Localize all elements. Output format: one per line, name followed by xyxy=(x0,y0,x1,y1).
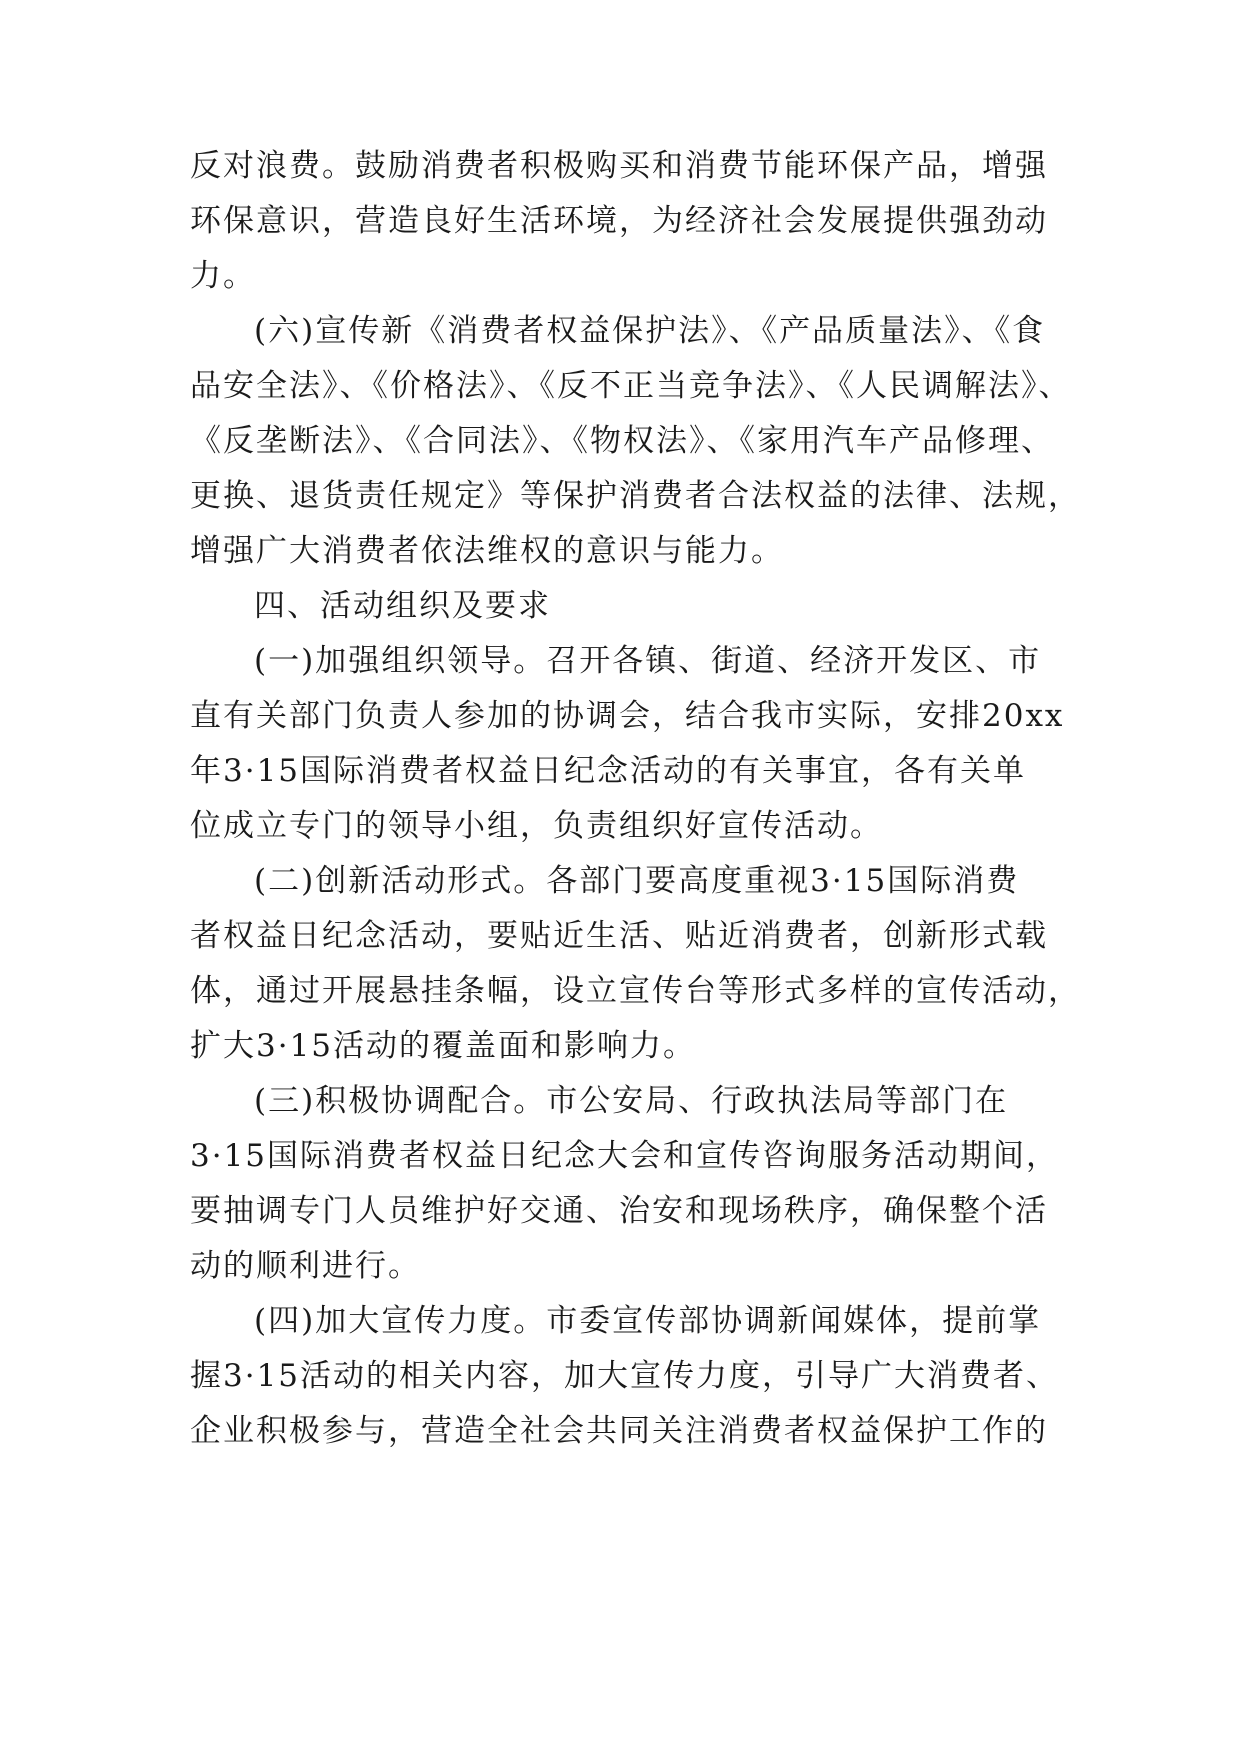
text-line: 要抽调专门人员维护好交通、治安和现场秩序，确保整个活 xyxy=(190,1193,1048,1229)
paragraph-start: (三)积极协调配合。市公安局、行政执法局等部门在 xyxy=(254,1083,1009,1119)
text-line: 3·15国际消费者权益日纪念大会和宣传咨询服务活动期间， xyxy=(190,1138,1060,1174)
text-line: 握3·15活动的相关内容，加大宣传力度，引导广大消费者、 xyxy=(190,1358,1060,1394)
text-line: 年3·15国际消费者权益日纪念活动的有关事宜，各有关单 xyxy=(190,753,1027,789)
text-line: 反对浪费。鼓励消费者积极购买和消费节能环保产品，增强 xyxy=(190,148,1048,184)
text-line: 企业积极参与，营造全社会共同关注消费者权益保护工作的 xyxy=(190,1413,1048,1449)
text-line: 环保意识，营造良好生活环境，为经济社会发展提供强劲动 xyxy=(190,203,1048,239)
text-line: 扩大3·15活动的覆盖面和影响力。 xyxy=(190,1028,697,1064)
text-line: 体，通过开展悬挂条幅，设立宣传台等形式多样的宣传活动， xyxy=(190,973,1081,1009)
paragraph-start: (四)加大宣传力度。市委宣传部协调新闻媒体，提前掌 xyxy=(254,1303,1042,1339)
paragraph-start: (六)宣传新《消费者权益保护法》、《产品质量法》、《食 xyxy=(254,313,1046,349)
text-line: 《反垄断法》、《合同法》、《物权法》、《家用汽车产品修理、 xyxy=(190,423,1054,459)
text-line: 位成立专门的领导小组，负责组织好宣传活动。 xyxy=(190,808,883,844)
text-line: 者权益日纪念活动，要贴近生活、贴近消费者，创新形式载 xyxy=(190,918,1048,954)
text-line: 直有关部门负责人参加的协调会，结合我市实际，安排20xx xyxy=(190,698,1065,734)
text-line: 力。 xyxy=(190,258,256,294)
text-line: 更换、退货责任规定》等保护消费者合法权益的法律、法规， xyxy=(190,478,1081,514)
section-heading: 四、活动组织及要求 xyxy=(254,588,551,624)
text-line: 增强广大消费者依法维权的意识与能力。 xyxy=(190,533,784,569)
text-line: 品安全法》、《价格法》、《反不正当竞争法》、《人民调解法》、 xyxy=(190,368,1072,404)
paragraph-start: (二)创新活动形式。各部门要高度重视3·15国际消费 xyxy=(254,863,1020,899)
paragraph-start: (一)加强组织领导。召开各镇、街道、经济开发区、市 xyxy=(254,643,1042,679)
text-line: 动的顺利进行。 xyxy=(190,1248,421,1284)
